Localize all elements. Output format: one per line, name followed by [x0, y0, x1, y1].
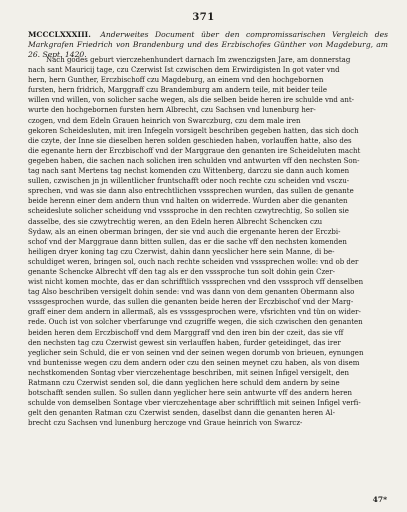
text-line: tag Also beschriben versigelt dohin sende: vnd was dann von dem genanten Obermann also: [28, 288, 355, 297]
text-line: sullen, czwischen jn jn willentlicher fruntschafft oder noch rechte czu scheiden vnd vsczu-: [28, 177, 350, 186]
text-line: graff einer dem andern in allermaß, als es vsssgesprochen were, vfsrichten vnd tün on wider-: [28, 308, 361, 317]
text-line: gelt den genanten Ratman czu Czerwist senden, daselbst dann die genanten heren Al-: [28, 409, 336, 418]
text-line: hern, hern Gunther, Erczbischoff czu Magdeburg, an einem vnd den hochgebornen: [28, 76, 324, 85]
text-line: Ratmann czu Czerwist senden sol, die dann yeglichen here schuld dem andern by seine: [28, 379, 340, 387]
text-line: rede. Ouch ist von solcher vberfarunge vnd czugriffe wegen, die sich czwischen den genanten: [28, 318, 363, 327]
text-line: vsssgesprochen wurde, das sullen die genanten beide heren der Erczbischof vnd der Marg-: [28, 298, 354, 307]
text-line: Sydaw, als an einen oberman bringen, der sie vnd auch die ergenante heren der Erczbi-: [28, 227, 341, 236]
document-number: MCCCLXXXIII.: [28, 30, 91, 39]
text-line: willen vnd willen, von solicher sache wegen, als die selben beide heren ire schulde vnd ant-: [28, 96, 354, 105]
text-line: fursten, hern fridrich, Marggraff czu Brandemburg am andern teile, mit beider teile: [28, 86, 327, 95]
text-line: tag nach sant Mertens tag nechst komenden czu Wittenberg, darczu sie dann auch komen: [28, 167, 350, 176]
text-line: gekoren Scheidesluten, mit iren Infegeln vorsigelt beschriben gegeben hatten, das sich doch: [28, 126, 359, 135]
text-line: dasselbe, des sie czwytrechtig weren, an den Edeln heren Albrecht Schencken czu: [28, 217, 323, 226]
text-line: gegeben haben, die sachen nach solichen iren schulden vnd antwurten vff den nechsten Son-: [28, 156, 360, 165]
text-line: sprechen, vnd was sie dann also entrechtlichen vsssprechen wurden, das sullen de genante: [28, 187, 354, 196]
page-number: 371: [192, 12, 215, 23]
text-line: den nechsten tag czu Czerwist gewest sin verlauffen haben, furder geteidinget, das irer: [28, 338, 341, 347]
text-line: schulde von demselben Sontage vber vierczehentage aber schrifftlich mit seinen Infigel verfi-: [28, 399, 361, 408]
text-line: genante Schencke Albrecht vff den tag als er den vsssproche tun solt dohin gein Czer-: [28, 267, 336, 276]
text-line: beide herenn einer dem andern thun vnd halten on widerrede. Wurden aber die genanten: [28, 197, 348, 206]
text-line: die czyte, der Inne sie dieselben heren solden geschieden haben, vorlauffen hatte, also des: [28, 136, 352, 145]
text-line: Nach godes geburt vierczehenhundert darnach Im zwenczigsten Jare, am donnerstag: [46, 56, 351, 64]
text-line: schuldiget weren, bringen sol, ouch nach rechte scheiden vnd vsssprechen wolle: vnd ob der: [28, 257, 359, 266]
text-line: heiligen dryer koning tag czu Czerwist, dahin dann yecslicher here sein Manne, di be-: [28, 247, 335, 256]
text-line: schof vnd der Marggraue dann bitten sullen, das er die sache vff den nechsten komenden: [28, 237, 347, 246]
document-title: Anderweites Document über den compromissarischen Vergleich des Markgrafen Friedrich von Brandenburg und des Erzbischofes Günther von Magdeburg, am 26. Sept. 1420.: [28, 30, 389, 59]
text-line: brecht czu Sachsen vnd lunenburg herczoge vnd Graue heinrich von Swarcz-: [28, 419, 303, 428]
text-line: wist nicht komen mochte, das er dan schrifftlich vsssprechen vnd den vsssproch vff denselben: [28, 278, 364, 287]
text-line: nach sant Mauricij tage, czu Czerwist Ist czwischen dem Erwirdigisten In got vater vnd: [28, 66, 340, 75]
text-line: yeglicher sein Schuld, die er von seinen vnd der seinen wegen dorumb von brieuen, eynungen: [28, 348, 364, 357]
text-line: czogen, vnd dem Edeln Grauen heinrich von Swarczburg, czu dem male iren: [28, 116, 301, 125]
text-line: scheideslute solicher scheidung vnd vsssproche in den rechten czwytrechtig, So sollen sie: [28, 207, 349, 216]
text-line: botschafft senden sullen. So sullen dann yeglicher here sein antwurte vff des andern heren: [28, 389, 352, 398]
signature-mark: 47*: [372, 495, 387, 504]
text-line: die egenante hern der Erczbischoff vnd der Marggraue den genanten ire Scheideluten macht: [28, 146, 361, 155]
text-line: beiden heren dem Erczbischoff vnd dem Marggraff vnd den iren bin der czeit, das sie vff: [28, 328, 344, 337]
text-line: vnd buntenisse wegen czu dem andern oder czu den seinen meynet czu haben, als von disem: [28, 358, 360, 367]
text-line: nechstkomenden Sontag vber vierczehentage beschriben, mit seinen Infigel versigelt, den: [28, 368, 350, 377]
text-line: wurte den hochgebornen fursten hern Albrecht, czu Sachsen vnd lunenburg her-: [28, 106, 316, 115]
document-body: [28, 55, 388, 428]
